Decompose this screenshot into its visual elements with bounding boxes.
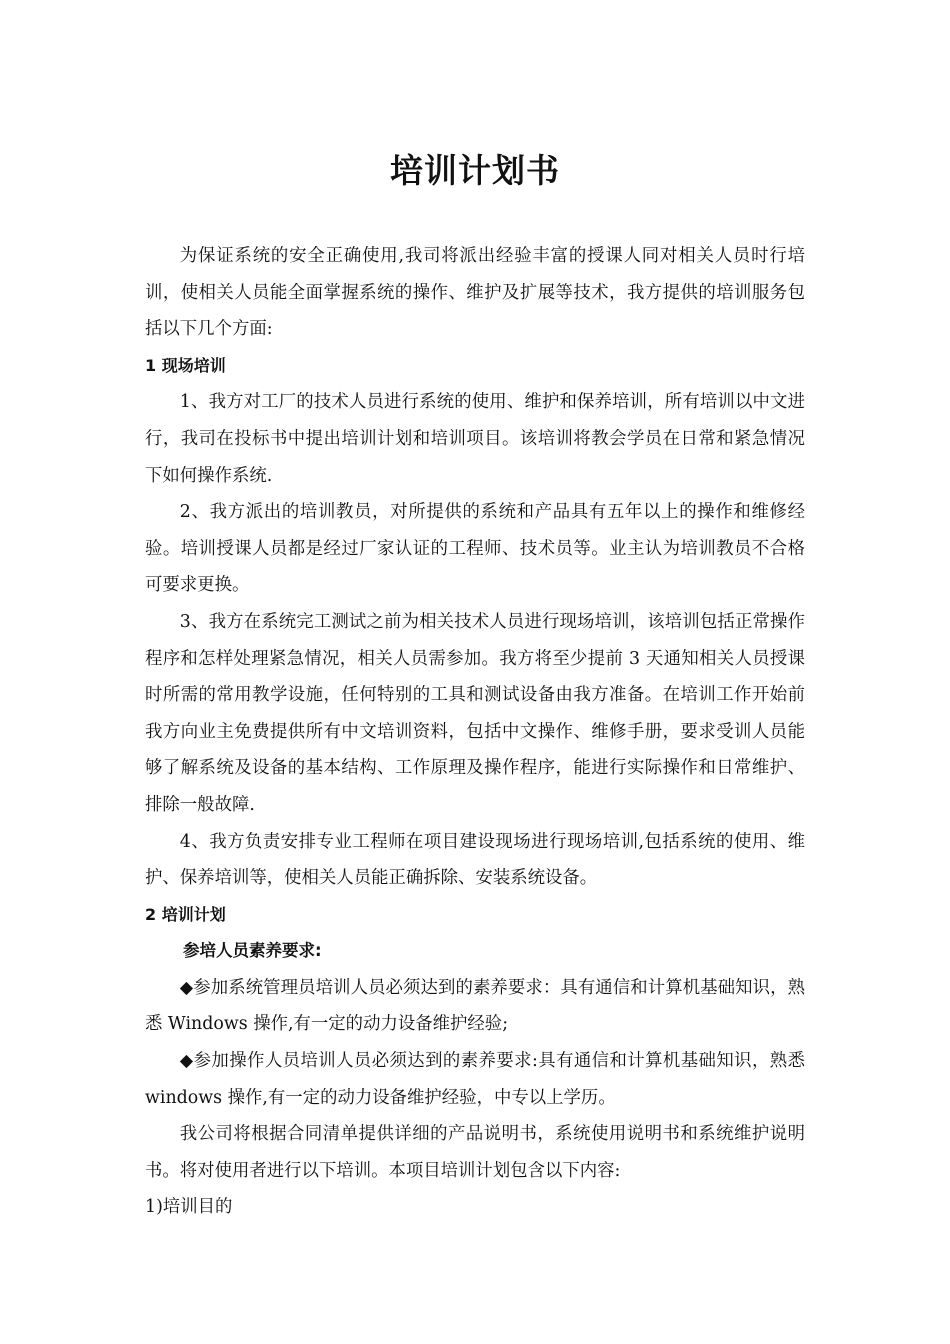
document-title: 培训计划书: [390, 151, 560, 190]
intro-paragraph: 为保证系统的安全正确使用,我司将派出经验丰富的授课人同对相关人员时行培训，使相关人员能全面掌握系统的操作、维护及扩展等技术，我方提供的培训服务包括以下几个方面:: [145, 246, 805, 340]
section-1-item-1: 1、我方对工厂的技术人员进行系统的使用、维护和保养培训，所有培训以中文进行，我司在投标书中提出培训计划和培训项目。该培训将教会学员在日常和紧急情况下如何操作系统.: [145, 392, 805, 486]
document-body: [145, 238, 805, 1226]
section-1-item-4: 4、我方负责安排专业工程师在项目建设现场进行现场培训,包括系统的使用、维护、保养培训等，使相关人员能正确拆除、安装系统设备。: [145, 831, 805, 889]
list-item-training-goal: 1)培训目的: [145, 1197, 233, 1218]
section-1-heading: 1 现场培训: [145, 355, 226, 375]
closing-paragraph: 我公司将根据合同清单提供详细的产品说明书，系统使用说明书和系统维护说明书。将对使用者进行以下培训。本项目培训计划包含以下内容:: [145, 1124, 805, 1181]
requirement-admin: ◆参加系统管理员培训人员必须达到的素养要求：具有通信和计算机基础知识，熟悉 Windows 操作,有一定的动力设备维护经验;: [145, 977, 805, 1035]
section-1-item-2: 2、我方派出的培训教员，对所提供的系统和产品具有五年以上的操作和维修经验。培训授课人员都是经过厂家认证的工程师、技术员等。业主认为培训教员不合格可要求更换。: [145, 502, 805, 596]
requirements-subheading: 参培人员素养要求:: [183, 941, 322, 961]
section-2-heading: 2 培训计划: [145, 904, 226, 924]
requirement-operator: ◆参加操作人员培训人员必须达到的素养要求:具有通信和计算机基础知识，熟悉 windows 操作,有一定的动力设备维护经验，中专以上学历。: [145, 1051, 805, 1108]
section-1-item-3: 3、我方在系统完工测试之前为相关技术人员进行现场培训，该培训包括正常操作程序和怎样处理紧急情况，相关人员需参加。我方将至少提前 3 天通知相关人员授课时所需的常用教学设施，任何特别的工具和测试设备由我方准备。在培训工作开始前我方向业主免费提供所有中文培训资料，包括中文操作、维修手册，要求受训人员能够了解系统及设备的基本结构、工作原理及操作程序，能进行实际操作和日常维护、排除一般故障.: [145, 611, 805, 815]
